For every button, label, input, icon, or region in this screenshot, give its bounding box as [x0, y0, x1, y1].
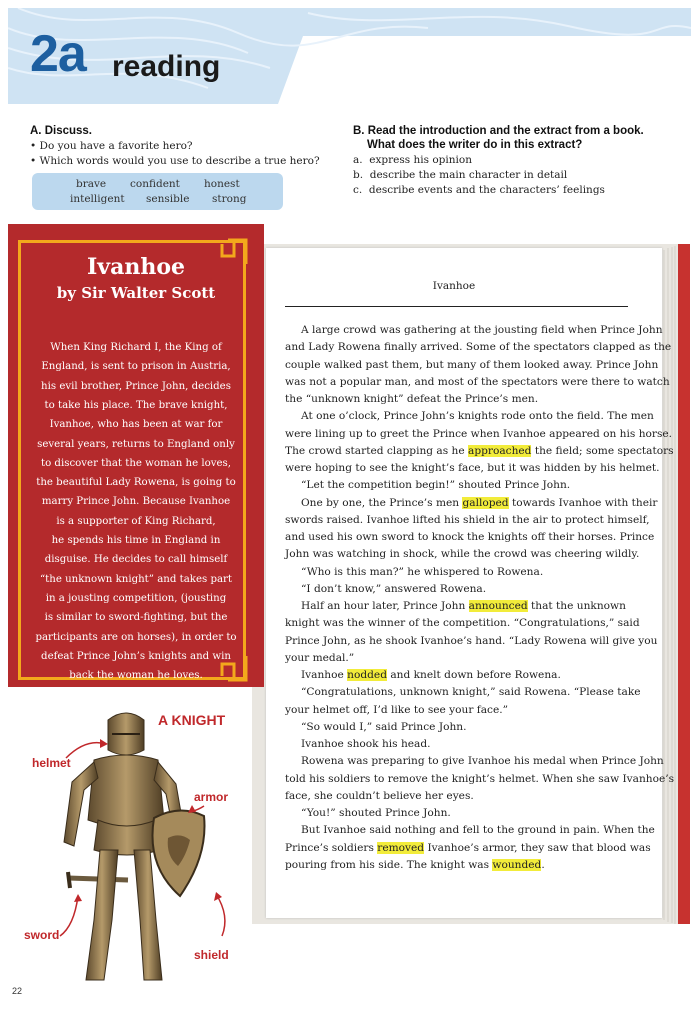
intro-line: the beautiful Lady Rowena, is going to [36, 477, 236, 489]
word: sensible [146, 193, 190, 205]
option-item: c. describe events and the characters’ feelings [353, 184, 605, 196]
extract-line: “I don’t know,” answered Rowena. [301, 582, 487, 595]
extract-line: were hoping to see the knight’s face, but it was hidden by his helmet. [285, 462, 660, 474]
extract-line: told his soldiers to remove the knight’s helmet. When she saw Ivanhoe’s [285, 772, 675, 785]
label-sword: sword [24, 928, 60, 942]
extract-line: your medal.” [285, 651, 355, 664]
intro-author: by Sir Walter Scott [56, 284, 216, 302]
extract-line: the “unknown knight” defeat the Prince’s men. [285, 393, 539, 405]
extract-line: and Lady Rowena finally arrived. Some of the spectators clapped as the [285, 341, 672, 354]
extract-line: face, she couldn’t believe her eyes. [285, 789, 474, 802]
section-a-heading: A. Discuss. [30, 125, 92, 137]
vocabulary-highlight: nodded [347, 669, 387, 681]
page-number: 22 [12, 986, 23, 996]
section-b-heading-line2: What does the writer do in this extract? [367, 139, 583, 151]
extract-line: “Let the competition begin!” shouted Prince John. [301, 479, 571, 492]
vocabulary-highlight: approached [468, 444, 532, 457]
extract-line: “You!” shouted Prince John. [301, 807, 451, 819]
bullet-item: • Do you have a favorite hero? [30, 140, 193, 152]
label-helmet: helmet [32, 756, 71, 770]
word-box [32, 173, 283, 210]
knight-figure [8, 698, 252, 1012]
extract-line: “Who is this man?” he whispered to Rowena. [301, 565, 544, 578]
intro-line: is a supporter of King Richard, [56, 515, 216, 527]
intro-line: disguise. He decides to call himself [44, 554, 228, 566]
word: brave [76, 178, 107, 190]
intro-line: defeat Prince John’s knights and win [41, 650, 231, 662]
lesson-title: reading [112, 50, 221, 83]
word: intelligent [70, 193, 125, 205]
extract-line: John was watching in shock, while the crowd was cheering wildly. [285, 548, 640, 561]
extract-line: Prince’s soldiers removed Ivanhoe’s armor, they saw that blood was [285, 841, 651, 854]
vocabulary-highlight: galloped [462, 496, 509, 509]
extract-line: pouring from his side. The knight was wounded. [285, 858, 545, 871]
intro-line: back the woman he loves. [69, 670, 203, 682]
vocabulary-highlight: wounded [492, 858, 542, 871]
extract-line: One by one, the Prince’s men galloped towards Ivanhoe with their [301, 496, 658, 509]
extract-line: and used his own sword to knock the knights off their horses. Prince [285, 531, 655, 543]
intro-line: marry Prince John. Because Ivanhoe [41, 496, 231, 508]
lesson-header-banner [8, 8, 691, 104]
extract-line: Ivanhoe shook his head. [301, 738, 431, 750]
extract-line: At one o’clock, Prince John’s knights rode onto the field. The men [301, 410, 654, 423]
extract-line: Half an hour later, Prince John announced that the unknown [301, 600, 626, 612]
book-page-title: Ivanhoe [432, 280, 476, 292]
intro-line: England, is sent to prison in Austria, [41, 361, 231, 373]
extract-line: couple walked past them, but many of them looked away. Prince John [285, 358, 659, 371]
label-armor: armor [194, 790, 229, 804]
knight-title: A KNIGHT [158, 712, 226, 728]
intro-panel [8, 224, 264, 687]
extract-line: your helmet off, I’d like to see your face.” [285, 703, 509, 716]
word: honest [204, 178, 240, 190]
lesson-number: 2a [30, 25, 86, 83]
section-b-heading-line1: B. Read the introduction and the extract from a book. [353, 125, 644, 137]
option-item: a. express his opinion [353, 154, 472, 166]
vocabulary-highlight: removed [377, 841, 425, 854]
word: confident [130, 178, 180, 190]
intro-line: he spends his time in England in [51, 535, 221, 546]
option-item: b. describe the main character in detail [353, 169, 568, 181]
extract-line: Rowena was preparing to give Ivanhoe his medal when Prince John [301, 755, 664, 768]
intro-title: Ivanhoe [87, 254, 185, 280]
knight-panel [8, 698, 252, 1012]
vocabulary-highlight: announced [468, 600, 528, 612]
extract-line: Ivanhoe nodded and knelt down before Rowena. [301, 669, 561, 681]
extract-line: Prince John, as he shook Ivanhoe’s hand. “Lady Rowena will give you [285, 634, 658, 647]
extract-line: A large crowd was gathering at the jousting field when Prince John [301, 324, 663, 336]
intro-line: “the unknown knight” and takes part [39, 573, 233, 585]
extract-line: The crowd started clapping as he approached the field; some spectators [285, 444, 674, 457]
intro-line: Ivanhoe, who has been at war for [49, 419, 223, 431]
intro-line: When King Richard I, the King of [50, 342, 222, 353]
intro-line: several years, returns to England only [37, 438, 235, 450]
extract-line: knight was the winner of the competition. “Congratulations,” said [285, 617, 640, 630]
word: strong [212, 193, 247, 205]
divider [285, 306, 628, 307]
label-shield: shield [194, 948, 229, 962]
bullet-item: • Which words would you use to describe a true hero? [30, 155, 320, 167]
intro-line: in a jousting competition, (jousting [45, 592, 227, 604]
intro-line: to take his place. The brave knight, [44, 399, 228, 411]
intro-line: his evil brother, Prince John, decides [41, 380, 231, 392]
extract-line: was not a popular man, and most of the spectators were there to watch [285, 375, 670, 388]
intro-line: is similar to sword-fighting, but the [44, 612, 228, 624]
extract-line: But Ivanhoe said nothing and fell to the ground in pain. When the [301, 824, 655, 837]
extract-line: “So would I,” said Prince John. [301, 720, 467, 733]
extract-line: swords raised. Ivanhoe lifted his shield in the air to protect himself, [285, 513, 650, 526]
intro-line: participants are on horses), in order to [35, 631, 237, 643]
extract-line: were lining up to greet the Prince when Ivanhoe appeared on his horse. [285, 427, 673, 440]
extract-line: “Congratulations, unknown knight,” said Rowena. “Please take [301, 686, 641, 699]
intro-line: to discover that the woman he loves, [40, 457, 232, 469]
